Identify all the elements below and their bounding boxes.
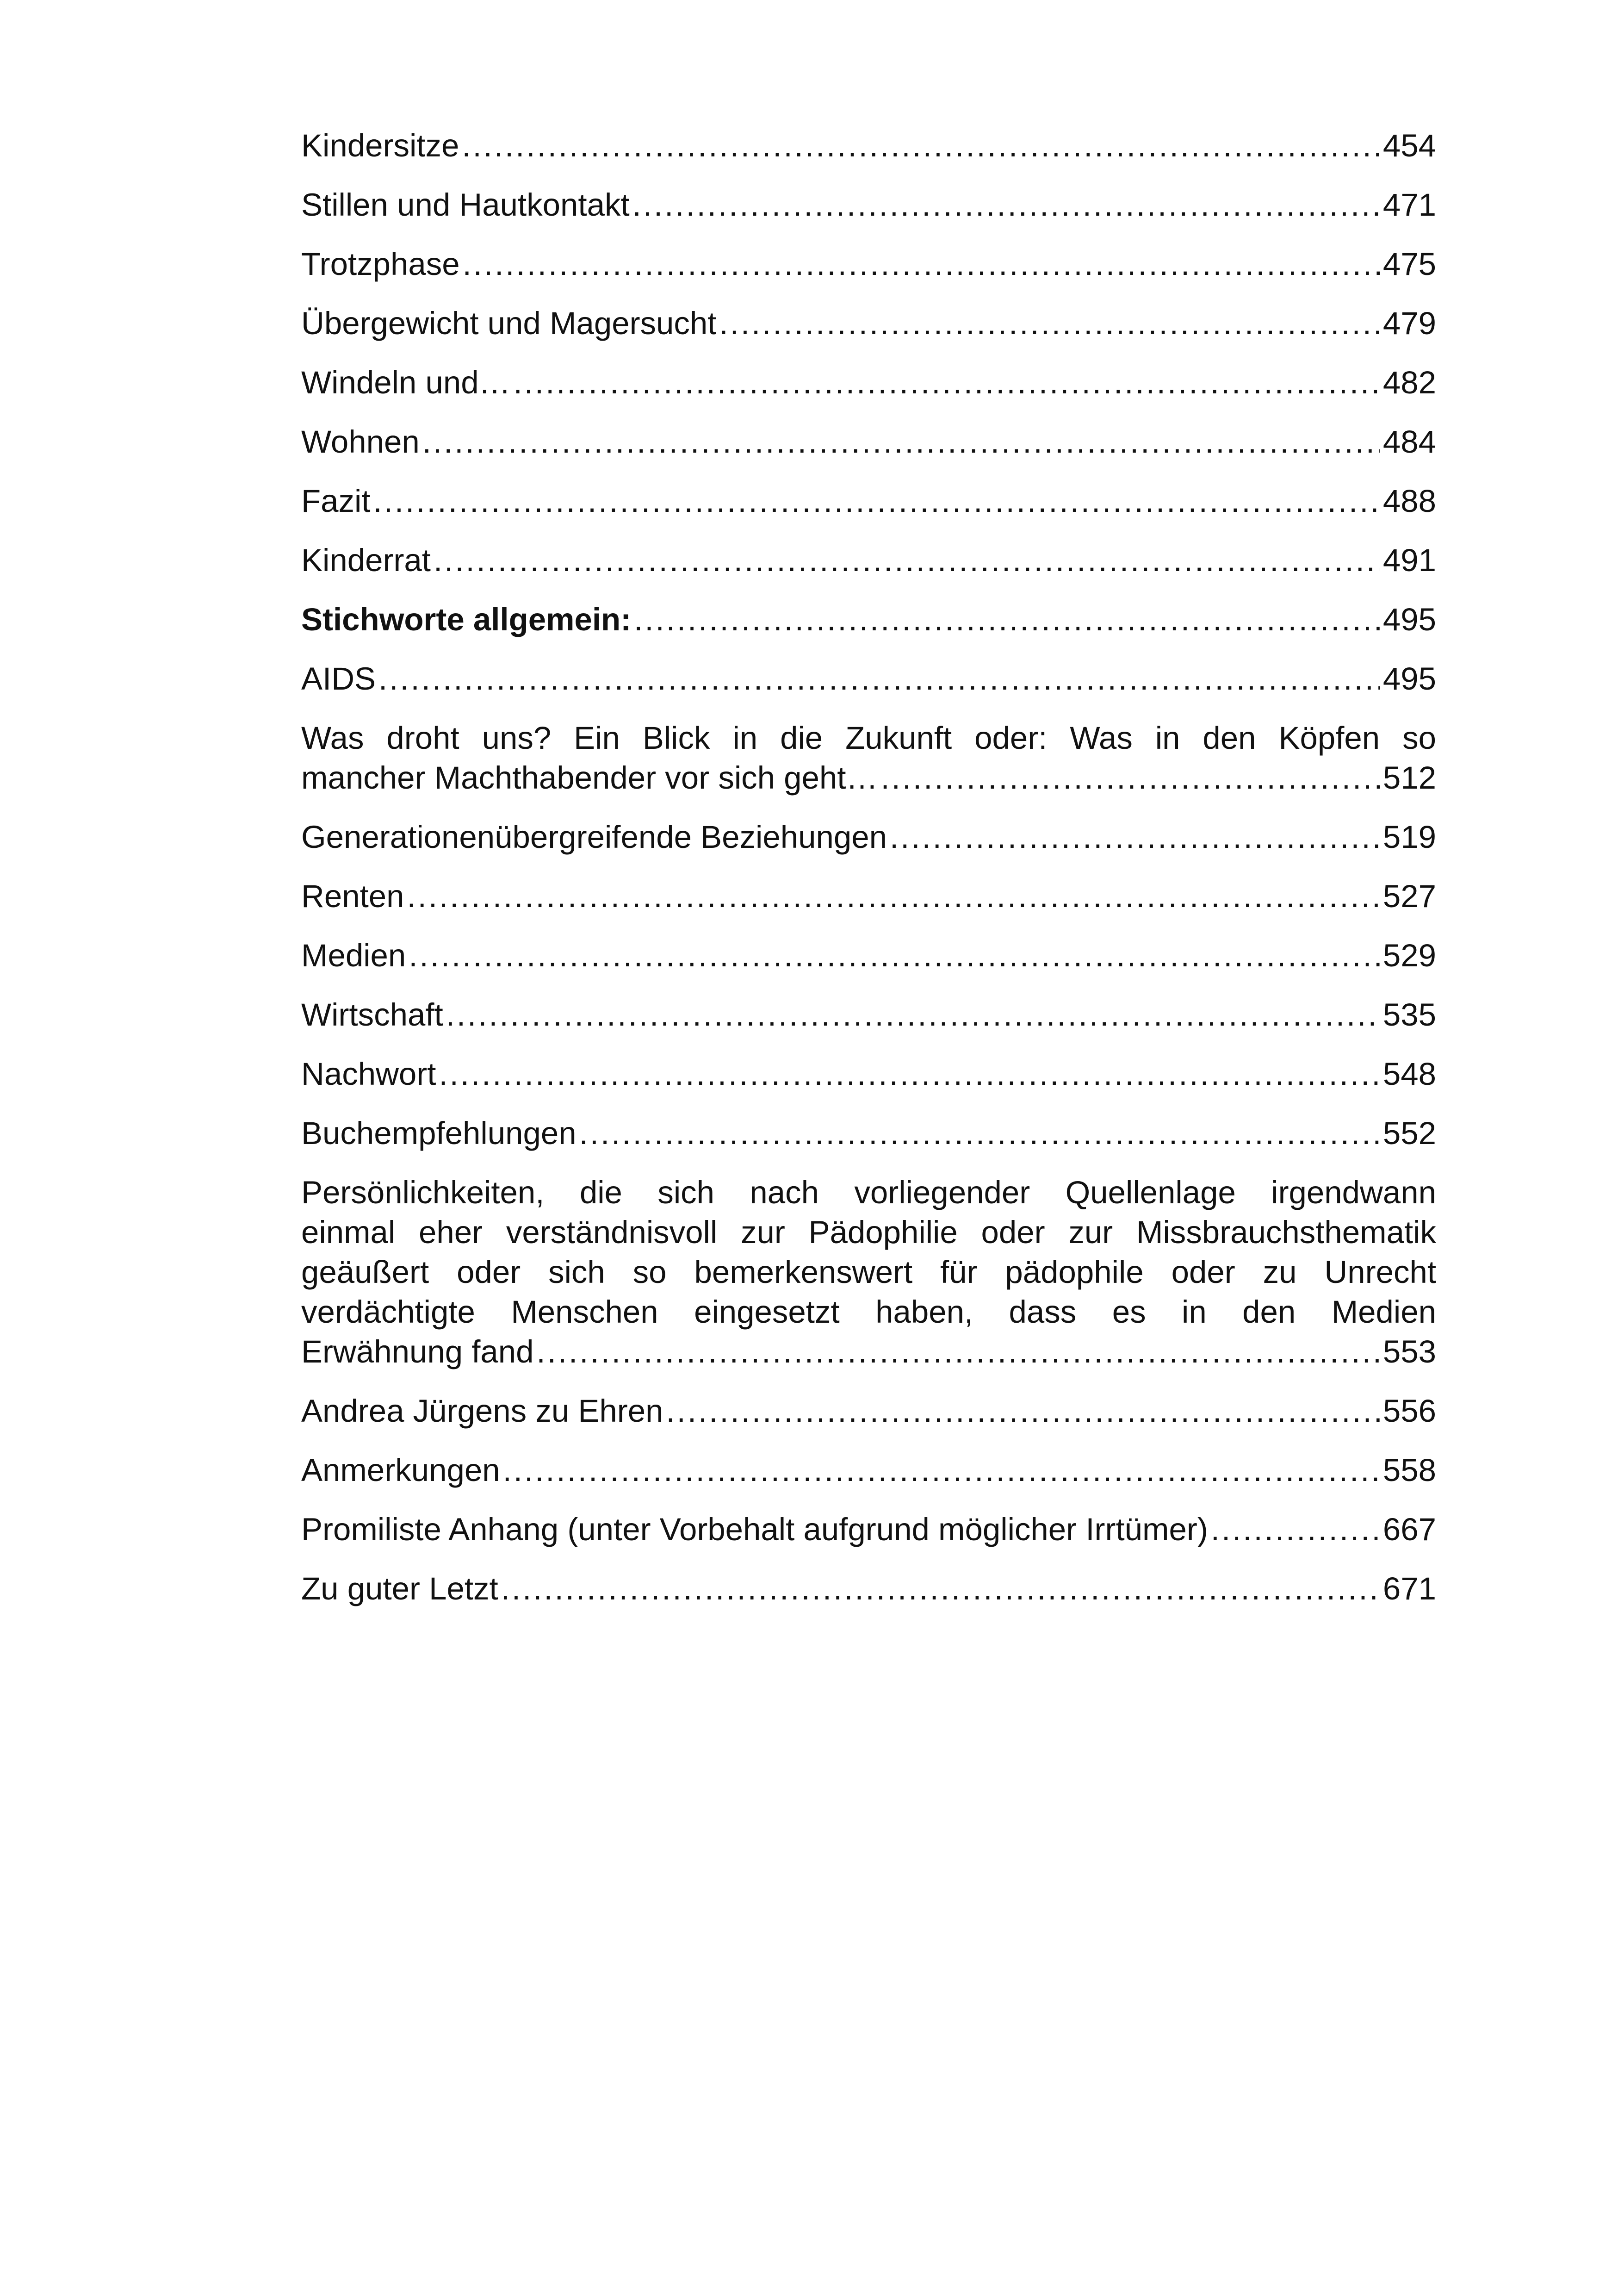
dot-leader (378, 659, 1380, 699)
dot-leader (632, 185, 1380, 225)
toc-section-heading[interactable] (301, 600, 1436, 640)
dot-leader (373, 481, 1380, 521)
toc-entry-page: 558 (1382, 1452, 1436, 1488)
toc-entry[interactable] (301, 1510, 1436, 1549)
toc-entry-page: 495 (1382, 661, 1436, 697)
toc-entry-page: 488 (1382, 483, 1436, 519)
toc-entry[interactable] (301, 244, 1436, 284)
toc-entry-title: Renten (301, 878, 404, 914)
toc-entry-page: 556 (1382, 1393, 1436, 1429)
toc-entry-title: Kindersitze (301, 128, 459, 163)
toc-entry[interactable] (301, 1114, 1436, 1153)
toc-entry[interactable] (301, 185, 1436, 225)
toc-entry[interactable] (301, 1450, 1436, 1490)
toc-entry-title: Kinderrat (301, 542, 431, 578)
toc-entry-page: 552 (1382, 1115, 1436, 1151)
dot-leader (462, 126, 1380, 166)
toc-entry-title: mancher Machthabender vor sich geht… (301, 760, 878, 796)
toc-entry-page: 671 (1382, 1571, 1436, 1606)
toc-entry-multiline[interactable] (301, 1173, 1436, 1372)
dot-leader (634, 600, 1380, 640)
toc-entry-title: Medien (301, 938, 406, 973)
toc-entry-page: 535 (1382, 997, 1436, 1033)
toc-entry-page: 553 (1382, 1334, 1436, 1369)
dot-leader (446, 995, 1380, 1035)
dot-leader (503, 1450, 1380, 1490)
toc-entry-page: 482 (1382, 365, 1436, 400)
dot-leader (422, 422, 1380, 462)
toc-entry[interactable] (301, 936, 1436, 976)
toc-entry-title: Übergewicht und Magersucht (301, 305, 717, 341)
toc-entry[interactable] (301, 422, 1436, 462)
toc-entry-title: Zu guter Letzt (301, 1571, 498, 1606)
toc-entry[interactable] (301, 363, 1436, 403)
toc-entry-title: Wirtschaft (301, 997, 443, 1033)
table-of-contents (301, 126, 1436, 1628)
toc-entry[interactable] (301, 126, 1436, 166)
toc-entry-title-line: einmal eher verständnisvoll zur Pädophilie oder zur Missbrauchsthematik (301, 1214, 1436, 1250)
toc-entry-title-line: geäußert oder sich so bemerkenswert für pädophile oder zu Unrecht (301, 1254, 1436, 1290)
toc-entry-title: Wohnen (301, 424, 420, 460)
toc-entry-title: Trotzphase (301, 246, 460, 282)
toc-entry[interactable] (301, 1054, 1436, 1094)
toc-entry[interactable] (301, 995, 1436, 1035)
toc-entry-page: 527 (1382, 878, 1436, 914)
toc-entry-page: 471 (1382, 187, 1436, 223)
toc-entry[interactable] (301, 304, 1436, 343)
dot-leader (407, 877, 1380, 916)
toc-entry[interactable] (301, 817, 1436, 857)
dot-leader (501, 1569, 1380, 1609)
dot-leader (719, 304, 1380, 343)
toc-entry[interactable] (301, 659, 1436, 699)
dot-leader (579, 1114, 1380, 1153)
toc-entry[interactable] (301, 481, 1436, 521)
toc-entry-multiline[interactable] (301, 718, 1436, 798)
dot-leader (890, 817, 1380, 857)
toc-entry-page: 667 (1382, 1512, 1436, 1547)
dot-leader (1211, 1510, 1380, 1549)
toc-entry-page: 519 (1382, 819, 1436, 855)
dot-leader (514, 363, 1380, 403)
toc-entry-title-line: Was droht uns? Ein Blick in die Zukunft oder: Was in den Köpfen so (301, 720, 1436, 756)
toc-entry-page: 491 (1382, 542, 1436, 578)
toc-entry-title: Nachwort (301, 1056, 436, 1092)
dot-leader (409, 936, 1380, 976)
dot-leader (463, 244, 1380, 284)
toc-entry-page: 512 (1382, 760, 1436, 796)
toc-entry-title-line: Persönlichkeiten, die sich nach vorliegender Quellenlage irgendwann (301, 1175, 1436, 1210)
dot-leader (439, 1054, 1380, 1094)
toc-entry-page: 454 (1382, 128, 1436, 163)
toc-entry[interactable] (301, 1569, 1436, 1609)
toc-entry-title: Stillen und Hautkontakt (301, 187, 630, 223)
toc-entry-page: 475 (1382, 246, 1436, 282)
toc-entry-page: 548 (1382, 1056, 1436, 1092)
toc-entry-title-line: verdächtigte Menschen eingesetzt haben, dass es in den Medien (301, 1294, 1436, 1330)
toc-entry-page: 529 (1382, 938, 1436, 973)
toc-entry-title: Windeln und… (301, 365, 511, 400)
toc-entry[interactable] (301, 877, 1436, 916)
toc-entry-page: 479 (1382, 305, 1436, 341)
toc-entry-title: Erwähnung fand (301, 1334, 534, 1369)
dot-leader (537, 1332, 1380, 1372)
toc-entry-title: Anmerkungen (301, 1452, 500, 1488)
dot-leader (880, 758, 1380, 798)
toc-entry-title: Generationenübergreifende Beziehungen (301, 819, 887, 855)
toc-entry-title: AIDS (301, 661, 376, 697)
toc-entry-title: Promiliste Anhang (unter Vorbehalt aufgrund möglicher Irrtümer) (301, 1512, 1208, 1547)
toc-entry-title: Buchempfehlungen (301, 1115, 577, 1151)
toc-entry-page: 484 (1382, 424, 1436, 460)
dot-leader (434, 541, 1380, 580)
dot-leader (666, 1391, 1380, 1431)
toc-entry-title: Andrea Jürgens zu Ehren (301, 1393, 663, 1429)
toc-entry-page: 495 (1382, 602, 1436, 637)
toc-entry-title: Fazit (301, 483, 371, 519)
toc-entry[interactable] (301, 541, 1436, 580)
toc-entry[interactable] (301, 1391, 1436, 1431)
toc-entry-title: Stichworte allgemein: (301, 602, 632, 637)
